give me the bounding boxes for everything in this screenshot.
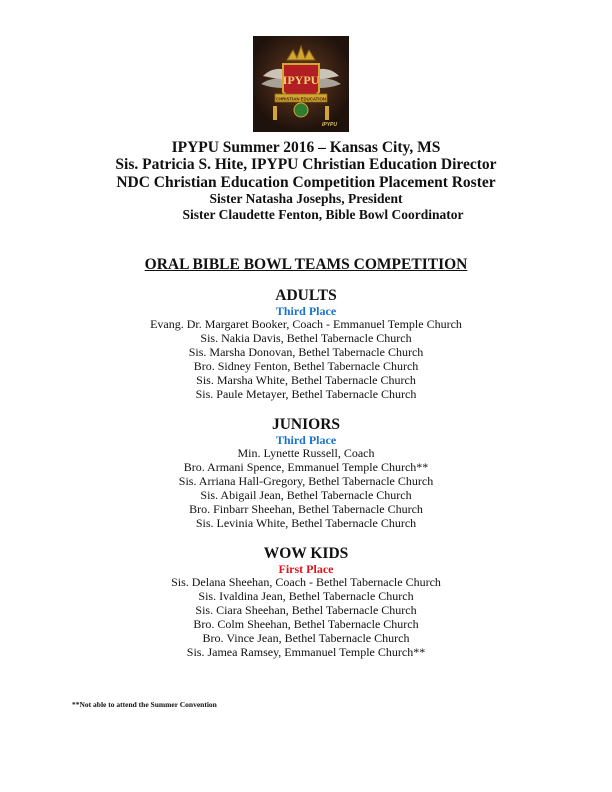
header-title: IPYPU Summer 2016 – Kansas City, MS: [171, 139, 441, 156]
header-coordinator: Sister Claudette Fenton, Bible Bowl Coordinator: [182, 207, 464, 222]
ipypu-emblem-graphic: [253, 36, 349, 132]
member-line: Evang. Dr. Margaret Booker, Coach - Emmanuel Temple Church: [150, 317, 462, 331]
member-line: Sis. Nakia Davis, Bethel Tabernacle Church: [200, 330, 412, 345]
group-name: JUNIORS: [271, 416, 341, 433]
footnote: **Not able to attend the Summer Convention: [72, 700, 217, 709]
group-adults: [0, 287, 612, 401]
member-line: Bro. Sidney Fenton, Bethel Tabernacle Church: [193, 358, 419, 373]
member-line: Sis. Marsha Donovan, Bethel Tabernacle Church: [188, 344, 424, 359]
member-line: Sis. Ciara Sheehan, Bethel Tabernacle Church: [195, 602, 417, 617]
group-name: ADULTS: [275, 287, 337, 304]
member-line: Sis. Arriana Hall-Gregory, Bethel Tabernacle Church: [178, 473, 434, 488]
member-line: Sis. Ivaldina Jean, Bethel Tabernacle Church: [198, 588, 414, 603]
placement-label: First Place: [278, 562, 334, 576]
member-line: Min. Lynette Russell, Coach: [237, 446, 375, 460]
member-line: Sis. Paule Metayer, Bethel Tabernacle Church: [195, 386, 417, 401]
member-line: Bro. Finbarr Sheehan, Bethel Tabernacle Church: [189, 501, 423, 516]
group-juniors: [0, 416, 612, 530]
placement-label: Third Place: [275, 433, 337, 447]
member-line: Sis. Levinia White, Bethel Tabernacle Church: [195, 515, 417, 530]
member-line: Bro. Colm Sheehan, Bethel Tabernacle Church: [193, 616, 419, 631]
group-name: WOW KIDS: [263, 545, 349, 562]
section-title: ORAL BIBLE BOWL TEAMS COMPETITION: [144, 256, 468, 273]
header-director: Sis. Patricia S. Hite, IPYPU Christian Education Director: [115, 156, 497, 173]
member-line: Sis. Jamea Ramsey, Emmanuel Temple Church**: [186, 644, 426, 659]
ipypu-logo: [253, 36, 349, 132]
member-line: Bro. Armani Spence, Emmanuel Temple Church**: [183, 459, 429, 474]
placement-label: Third Place: [275, 304, 337, 318]
member-line: Bro. Vince Jean, Bethel Tabernacle Church: [202, 630, 410, 645]
member-line: Sis. Marsha White, Bethel Tabernacle Church: [196, 372, 416, 387]
header-roster-title: NDC Christian Education Competition Placement Roster: [116, 174, 496, 191]
logo-text: IPYPU: [282, 73, 320, 87]
header-president: Sister Natasha Josephs, President: [209, 191, 403, 206]
logo-banner-text: CHRISTIAN EDUCATION: [276, 96, 326, 102]
group-wow-kids: [0, 545, 612, 659]
member-line: Sis. Delana Sheehan, Coach - Bethel Tabernacle Church: [171, 575, 441, 589]
member-line: Sis. Abigail Jean, Bethel Tabernacle Church: [200, 487, 412, 502]
logo-mark-text: IPYPU: [321, 122, 337, 128]
